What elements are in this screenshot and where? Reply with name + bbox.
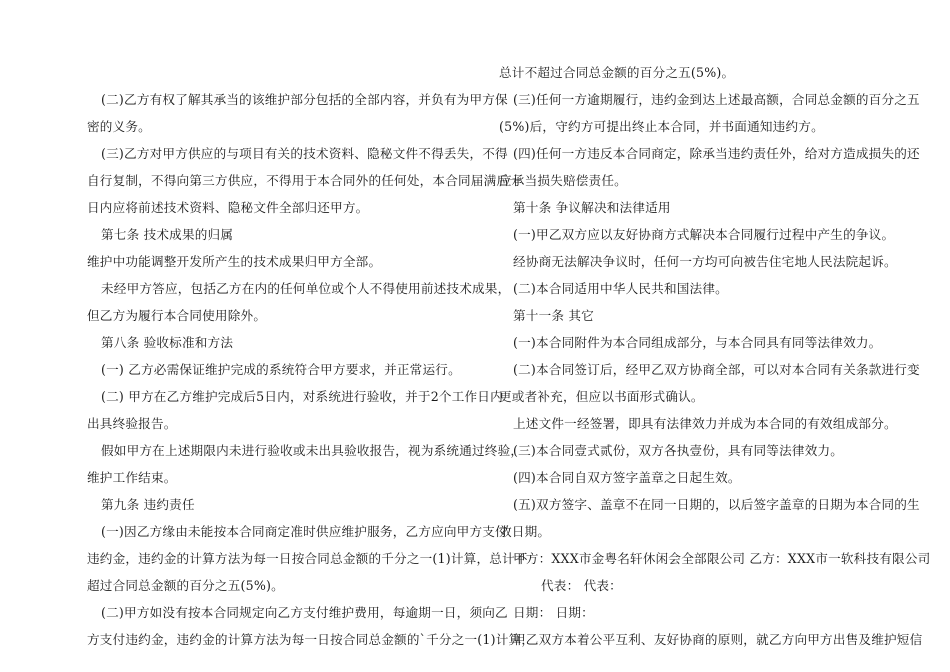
text-line: 经协商无法解决争议时，任何一方均可向被告住宅地人民法院起诉。 bbox=[513, 254, 897, 269]
text-line: (四)本合同自双方签字盖章之日起生效。 bbox=[513, 470, 741, 485]
text-line: (二)本合同适用中华人民共和国法律。 bbox=[513, 281, 728, 296]
text-line: 超过合同总金额的百分之五(5%)。 bbox=[87, 578, 284, 593]
text-line: (二)乙方有权了解其承当的该维护部分包括的全部内容，并负有为甲方保 bbox=[101, 92, 508, 107]
text-line: 总计不超过合同总金额的百分之五(5%)。 bbox=[499, 65, 735, 80]
date-line: 日期： 日期： bbox=[513, 605, 594, 620]
text-line: 更或者补充，但应以书面形式确认。 bbox=[499, 389, 704, 404]
text-line: 假如甲方在上述期限内未进行验收或未出具验收报告，视为系统通过终验， bbox=[101, 443, 524, 458]
text-line: (5%)后，守约方可提出终止本合同，并书面通知违约方。 bbox=[499, 119, 824, 134]
text-line: 未经甲方答应，包括乙方在内的任何单位或个人不得使用前述技术成果， bbox=[101, 281, 511, 296]
text-line: (二)甲方如没有按本合同规定向乙方支付维护费用，每逾期一日，须向乙 bbox=[101, 605, 508, 620]
section-heading: 第八条 验收标准和方法 bbox=[101, 335, 234, 350]
text-line: (四)任何一方违反本合同商定，除承当违约责任外，给对方造成损失的还 bbox=[513, 146, 920, 161]
text-line: (五)双方签字、盖章不在同一日期的，以后签字盖章的日期为本合同的生 bbox=[513, 497, 920, 512]
text-line: 违约金，违约金的计算方法为每一日按合同总金额的千分之一(1)计算，总计不 bbox=[87, 551, 528, 566]
text-line: 但乙方为履行本合同使用除外。 bbox=[87, 308, 267, 323]
section-heading: 第十条 争议解决和法律适用 bbox=[513, 200, 671, 215]
text-line: 维护中功能调整开发所产生的技术成果归甲方全部。 bbox=[87, 254, 382, 269]
text-line: 效日期。 bbox=[499, 524, 551, 539]
text-line: 维护工作结束。 bbox=[87, 470, 177, 485]
text-line: (三)任何一方逾期履行，违约金到达上述最高额，合同总金额的百分之五 bbox=[513, 92, 920, 107]
section-heading: 第九条 违约责任 bbox=[101, 497, 195, 512]
text-line: (一)因乙方缘由未能按本合同商定准时供应维护服务，乙方应向甲方支付 bbox=[101, 524, 508, 539]
text-line: 甲乙双方本着公平互利、友好协商的原则，就乙方向甲方出售及维护短信 bbox=[513, 632, 923, 647]
text-line: (二)本合同签订后，经甲乙双方协商全部，可以对本合同有关条款进行变 bbox=[513, 362, 920, 377]
text-line: 密的义务。 bbox=[87, 119, 151, 134]
text-line: (一)本合同附件为本合同组成部分，与本合同具有同等法律效力。 bbox=[513, 335, 882, 350]
text-line: 应承当损失赔偿责任。 bbox=[499, 173, 627, 188]
text-line: 出具终验报告。 bbox=[87, 416, 177, 431]
text-line: 日内应将前述技术资料、隐秘文件全部归还甲方。 bbox=[87, 200, 369, 215]
text-line: (三)乙方对甲方供应的与项目有关的技术资料、隐秘文件不得丢失，不得 bbox=[101, 146, 508, 161]
signature-parties-line: 甲方：XXX市金粤名轩休闲会全部限公司 乙方：XXX市一软科技有限公司 bbox=[513, 551, 931, 566]
text-line: 上述文件一经签署，即具有法律效力并成为本合同的有效组成部分。 bbox=[513, 416, 897, 431]
representative-line: 代表： 代表： bbox=[541, 578, 622, 593]
text-line: 自行复制，不得向第三方供应，不得用于本合同外的任何处，本合同届满后十 bbox=[87, 173, 522, 188]
text-line: (一)甲乙双方应以友好协商方式解决本合同履行过程中产生的争议。 bbox=[513, 227, 895, 242]
section-heading: 第十一条 其它 bbox=[513, 308, 594, 323]
text-line: (二) 甲方在乙方维护完成后5日内，对系统进行验收，并于2个工作日内 bbox=[101, 389, 503, 404]
text-line: 方支付违约金，违约金的计算方法为每一日按合同总金额的`千分之一(1)计算， bbox=[87, 632, 535, 647]
text-line: (一) 乙方必需保证维护完成的系统符合甲方要求，并正常运行。 bbox=[101, 362, 461, 377]
section-heading: 第七条 技术成果的归属 bbox=[101, 227, 234, 242]
text-line: (三)本合同壹式贰份，双方各执壹份，具有同等法律效力。 bbox=[513, 443, 844, 458]
